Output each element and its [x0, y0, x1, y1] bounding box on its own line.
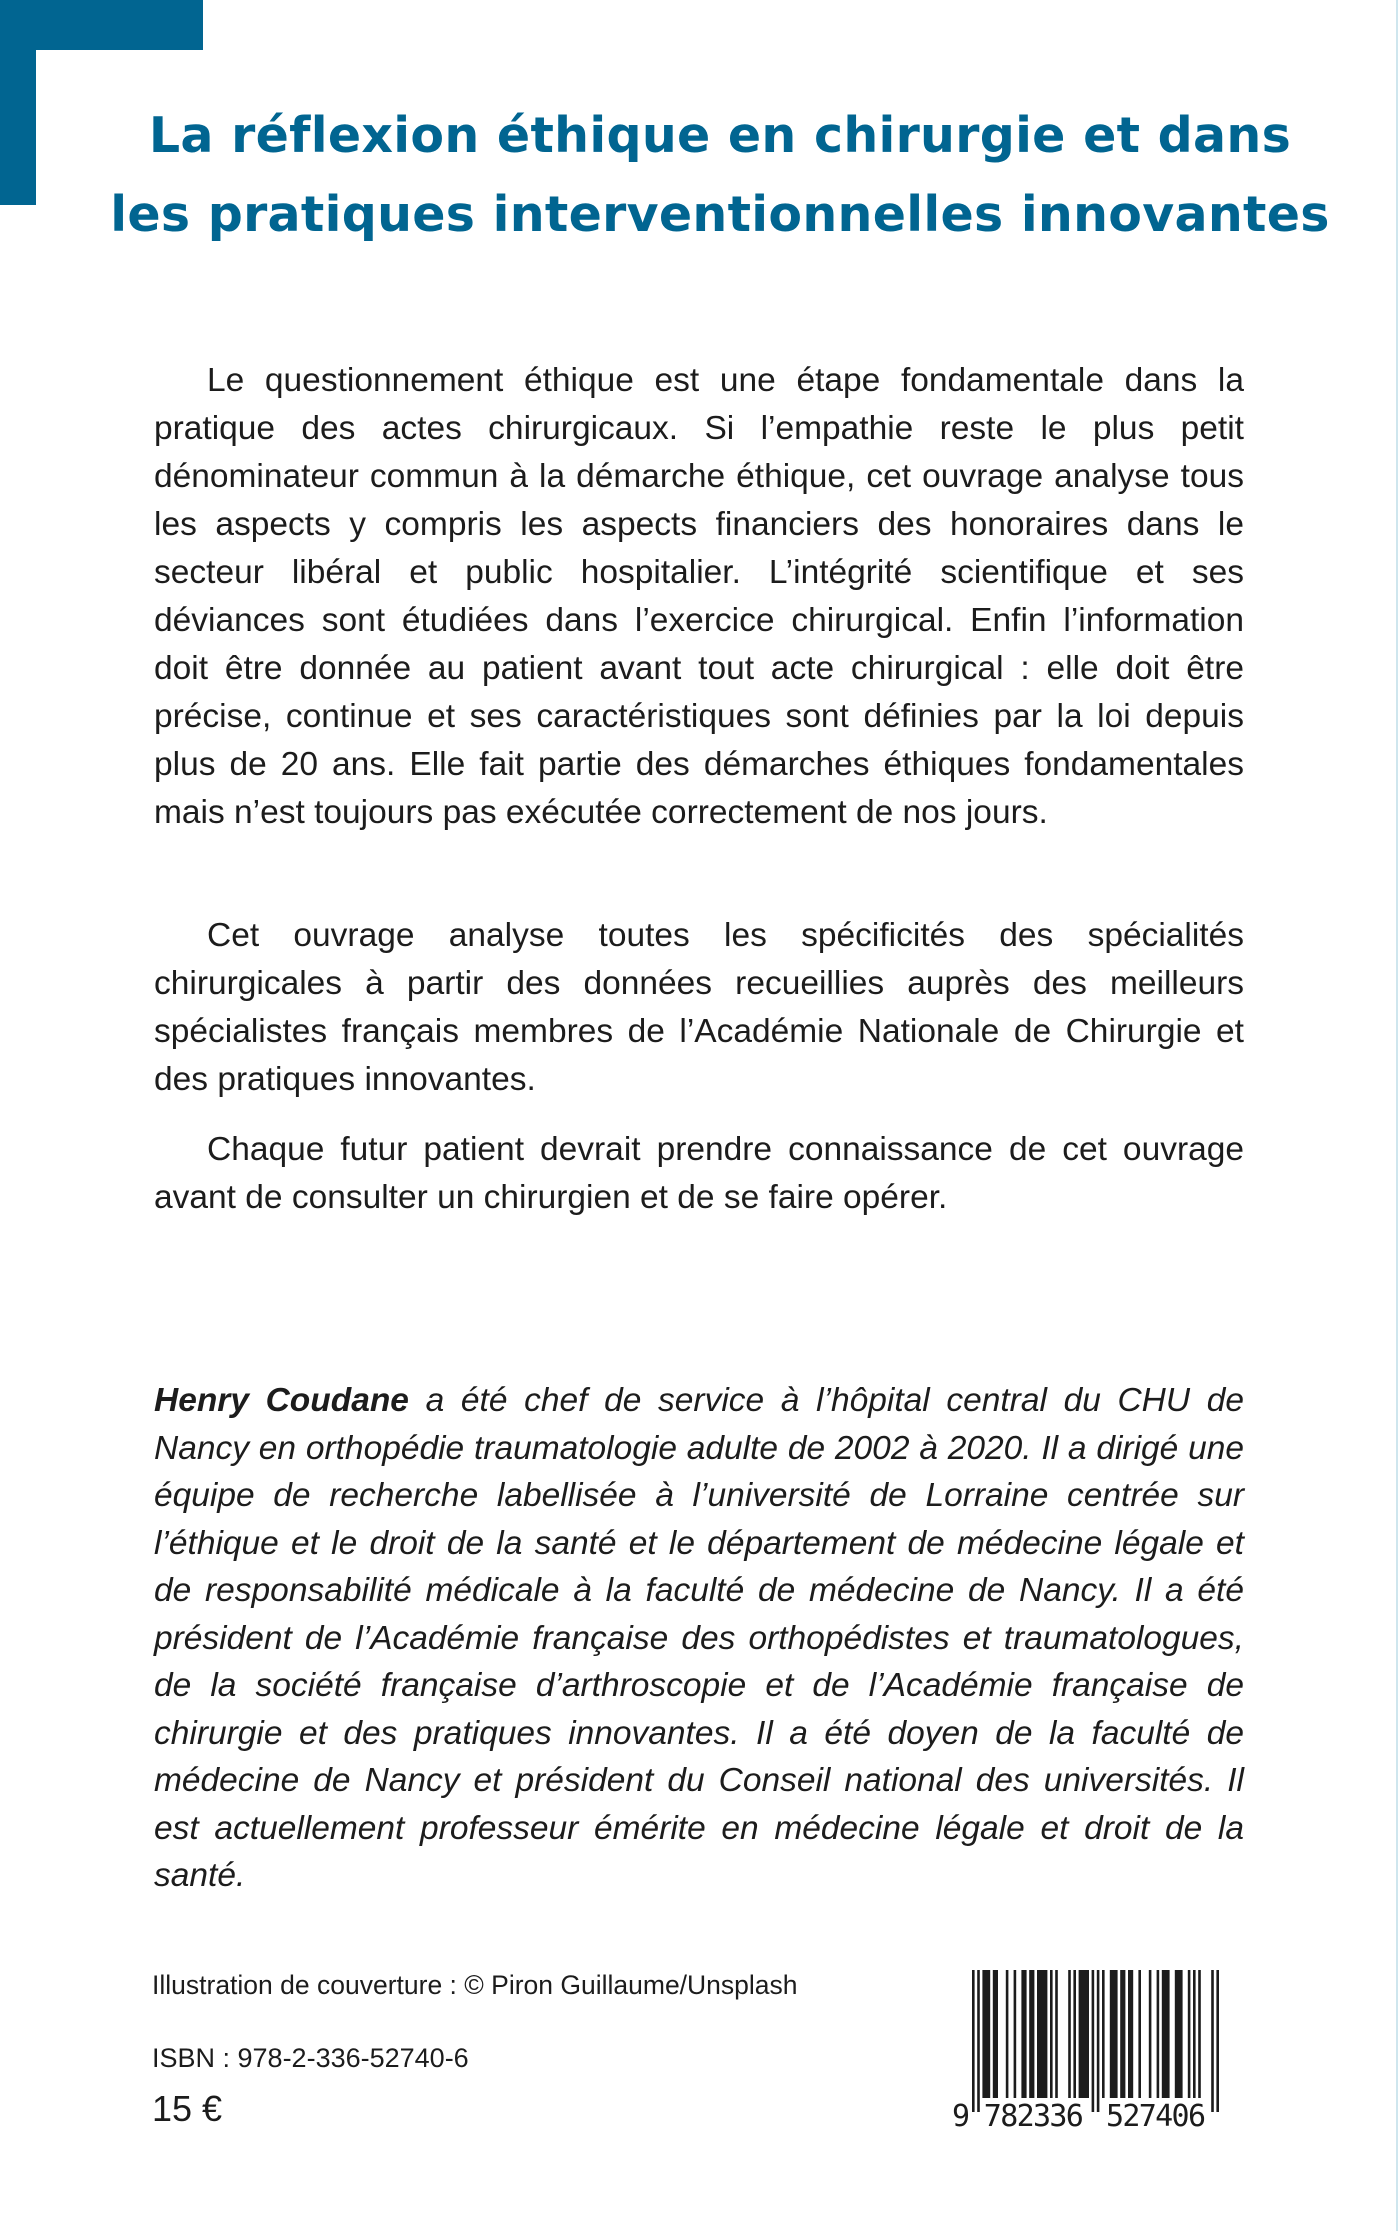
barcode-guard-bar [977, 1970, 980, 2112]
summary-paragraph-3 [154, 1126, 1244, 1222]
author-bio-text: a été chef de service à l’hôpital central du CHU de Nancy en orthopédie traumatologie adulte de 2002 à 2020. Il a dirigé une équipe de recherche labellisée à l’université de Lorraine centrée sur l’éthique et le droit de la santé et le département de médecine légale et de responsabilité médicale à la faculté de médecine de Nancy. Il a été président de l’Académie française des orthopédistes et traumatologues, de la société française d’arthroscopie et de l’Académie française de chirurgie et des pratiques innovantes. Il a été doyen de la faculté de médecine de Nancy et président du Conseil national des universités. Il est actuellement professeur émérite en médecine légale et droit de la santé. [154, 1382, 1244, 1894]
barcode-guard-bar [1092, 1970, 1095, 2112]
title-line-2: les pratiques interventionnelles innovantes [110, 186, 1330, 243]
isbn: ISBN : 978-2-336-52740-6 [152, 2043, 469, 2073]
barcode-bar [1175, 1970, 1183, 2098]
barcode-bar [1138, 1970, 1141, 2098]
barcode-bar [1157, 1970, 1160, 2098]
title-line-1: La réflexion éthique en chirurgie et dans [148, 107, 1292, 164]
barcode-graphic [950, 1966, 1240, 2136]
barcode-bar [1198, 1970, 1201, 2098]
barcode-bar [1110, 1970, 1118, 2098]
barcode-bar [1193, 1970, 1196, 2098]
barcode-bar [1102, 1970, 1105, 2098]
barcode-right-digits: 527406 [1106, 2099, 1206, 2134]
barcode-bar [982, 1970, 990, 2098]
summary-text: Chaque futur patient devrait prendre connaissance de cet ouvrage avant de consulter un chirurgien et de se faire opérer. [154, 1131, 1244, 1216]
barcode-bar [1120, 1970, 1125, 2098]
barcode-first-digit: 9 [952, 2099, 971, 2134]
corner-accent-bar-vertical [0, 0, 36, 205]
barcode-bar [1037, 1970, 1047, 2098]
barcode-bar [1188, 1970, 1191, 2098]
barcode-bar [1162, 1970, 1170, 2098]
price: 15 € [152, 2088, 223, 2129]
barcode-bar [1149, 1970, 1152, 2098]
book-title [60, 96, 1380, 254]
barcode-bars [972, 1970, 1219, 2112]
summary-paragraph-1 [154, 357, 1244, 837]
cover-illustration-credit: Illustration de couverture : © Piron Guillaume/Unsplash [152, 1970, 798, 2000]
page-edge-line [1396, 0, 1398, 2231]
barcode-bar [1050, 1970, 1053, 2098]
barcode-guard-bar [1097, 1970, 1100, 2112]
barcode-bar [1021, 1970, 1026, 2098]
author-name: Henry Coudane [154, 1382, 409, 1419]
barcode-bar [1068, 1970, 1071, 2098]
barcode-bar [1014, 1970, 1017, 2098]
barcode-left-digits: 782336 [983, 2099, 1084, 2134]
summary-text: Cet ouvrage analyse toutes les spécificités des spécialités chirurgicales à partir des données recueillies auprès des meilleurs spécialistes français membres de l’Académie Nationale de Chirurgie et des pratiques innovantes. [154, 917, 1244, 1098]
barcode-bar [993, 1970, 998, 2098]
barcode-bar [1079, 1970, 1089, 2098]
summary-text: Le questionnement éthique est une étape fondamentale dans la pratique des actes chirurgicaux. Si l’empathie reste le plus petit dénominateur commun à la démarche éthique, cet ouvrage analyse tous les aspects y compris les aspects financiers des honoraires dans le secteur libéral et public hospitalier. L’intégrité scientifique et ses déviances sont étudiées dans l’exercice chirurgical. Enfin l’information doit être donnée au patient avant tout acte chirurgical : elle doit être précise, continue et ses caractéristiques sont définies par la loi depuis plus de 20 ans. Elle fait partie des démarches éthiques fondamentales mais n’est toujours pas exécutée correctement de nos jours. [154, 362, 1244, 831]
barcode-bar [1128, 1970, 1133, 2098]
barcode-guard-bar [1216, 1970, 1219, 2112]
barcode-bar [1073, 1970, 1076, 2098]
barcode-bar [1006, 1970, 1009, 2098]
author-bio [154, 1377, 1244, 1900]
barcode-bar [1029, 1970, 1034, 2098]
barcode-bar [1055, 1970, 1058, 2098]
barcode-guard-bar [1211, 1970, 1214, 2112]
ean13-barcode [950, 1966, 1240, 2136]
barcode-guard-bar [972, 1970, 975, 2112]
summary-paragraph-2 [154, 912, 1244, 1104]
